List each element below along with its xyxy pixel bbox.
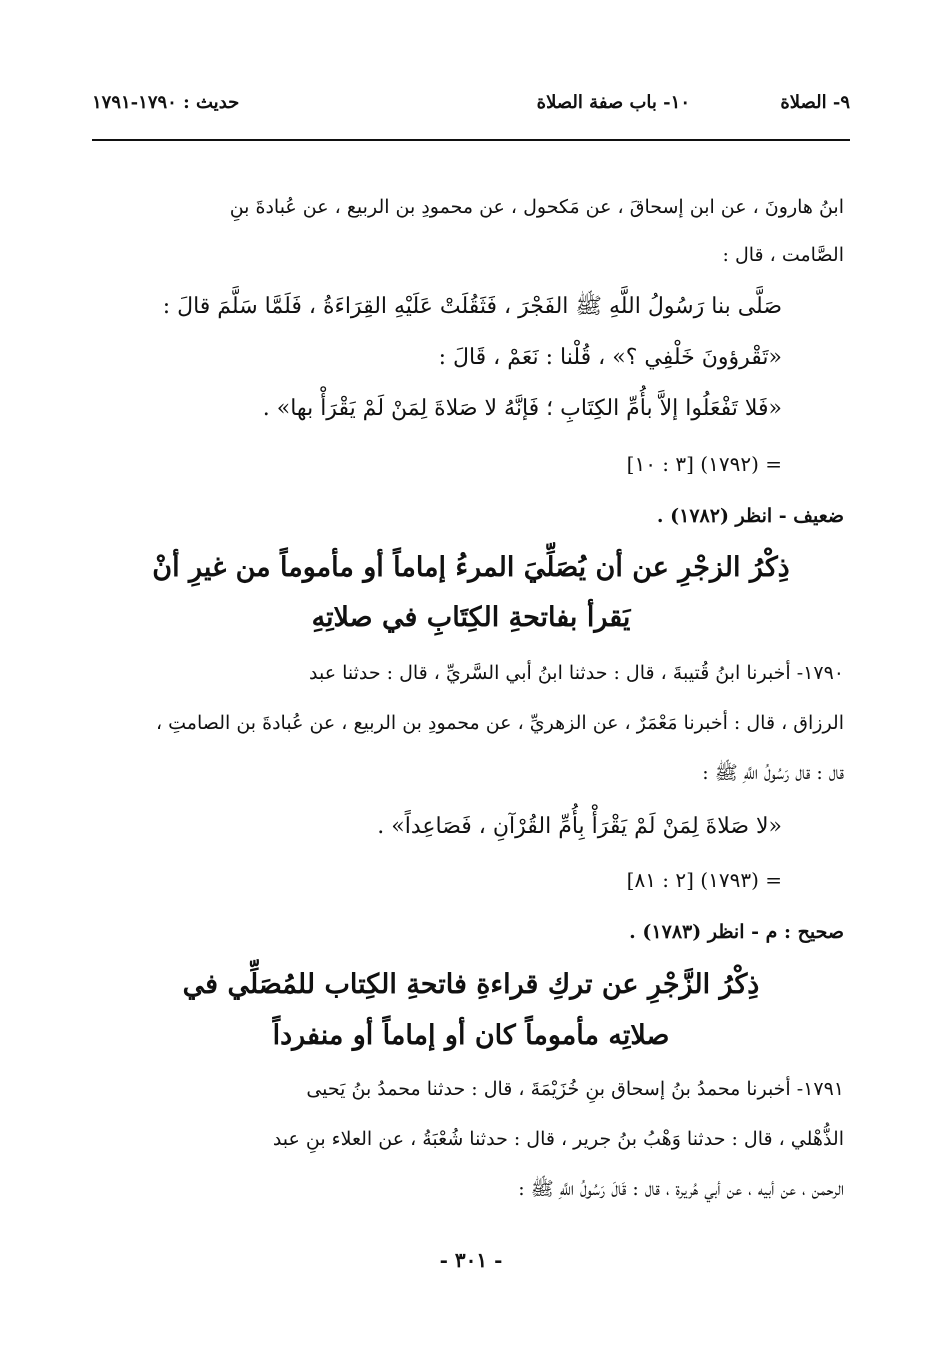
grading-note: ضعيف - انظر (١٧٨٢) . — [656, 505, 844, 527]
hadith-text-line: «تَقْرؤونَ خَلْفِي ؟» ، قُلْنا : نَعَمْ ، قَالَ : — [438, 345, 782, 370]
hadith-text-line: «فَلا تَفْعَلُوا إلاَّ بأُمِّ الكِتَابِ ؛ فَإنَّهُ لا صَلاةَ لِمَنْ لَمْ يَقْرَأْ بها» . — [262, 396, 782, 421]
section-title: ١٠- باب صفة الصلاة — [536, 92, 690, 113]
cross-reference: = (١٧٩٣) [٢ : ٨١] — [626, 868, 782, 892]
isnad-line: قال : قال رَسُولُ اللَّهِ ﷺ : — [702, 762, 844, 784]
chapter-title: ٩- الصلاة — [780, 92, 850, 113]
hadith-text-line: «لا صَلاةَ لِمَنْ لَمْ يَقْرَأْ بِأُمِّ القُرْآنِ ، فَصَاعِداً» . — [377, 814, 782, 839]
text-line: الصَّامت ، قال : — [722, 244, 844, 266]
hadith-range: حديث : ١٧٩٠-١٧٩١ — [92, 92, 240, 113]
chapter-heading: يَقرأ بفاتحةِ الكِتَابِ في صلاتِهِ — [311, 602, 631, 633]
chapter-heading: ذِكْرُ الزجْرِ عن أن يُصَلِّيَ المرءُ إماماً أو مأموماً من غيرِ أنْ — [152, 552, 790, 583]
page-number: - ٣٠١ - — [439, 1248, 503, 1272]
header-rule — [92, 139, 850, 141]
isnad-line: ١٧٩١- أخبرنا محمدُ بنُ إسحاق بنِ خُزَيْمَةَ ، قال : حدثنا محمدُ بنُ يَحيى — [306, 1078, 844, 1100]
running-header — [92, 92, 850, 132]
cross-reference: = (١٧٩٢) [٣ : ١٠] — [626, 452, 782, 476]
text-line: ابنُ هارونَ ، عن ابن إسحاقَ ، عن مَكحول ، عن محمودِ بن الربيع ، عن عُبادةَ بنِ — [229, 196, 844, 218]
isnad-line: الرحمن ، عن أبيه ، عن أبي هُريرة ، قال : قَالَ رَسُولُ اللَّهِ ﷺ : — [518, 1178, 844, 1200]
isnad-line: الرزاق ، قال : أخبرنا مَعْمَرٌ ، عن الزهريِّ ، عن محمودِ بن الربيع ، عن عُبادةَ بن الصامتِ ، — [155, 712, 844, 734]
isnad-line: ١٧٩٠- أخبرنا ابنُ قُتيبةَ ، قال : حدثنا ابنُ أبي السَّريِّ ، قال : حدثنا عبد — [309, 662, 844, 684]
grading-note: صحيح : م - انظر (١٧٨٣) . — [629, 921, 844, 943]
hadith-text-line: صَلَّى بنا رَسُولُ اللَّهِ ﷺ الفَجْرَ ، فَثَقُلَتْ عَلَيْهِ القِرَاءَةُ ، فَلَمَّا سَلَّمَ قالَ : — [162, 294, 782, 319]
chapter-heading: ذِكْرُ الزَّجْرِ عن تركِ قراءةِ فاتحةِ الكِتاب للمُصَلِّي في — [182, 969, 760, 1000]
chapter-heading: صلاتِه مأموماً كان أو إماماً أو منفرداً — [272, 1020, 670, 1051]
isnad-line: الذُّهْلي ، قال : حدثنا وَهْبُ بنُ جرير ، قال : حدثنا شُعْبَةُ ، عن العلاء بنِ عبد — [272, 1128, 844, 1150]
